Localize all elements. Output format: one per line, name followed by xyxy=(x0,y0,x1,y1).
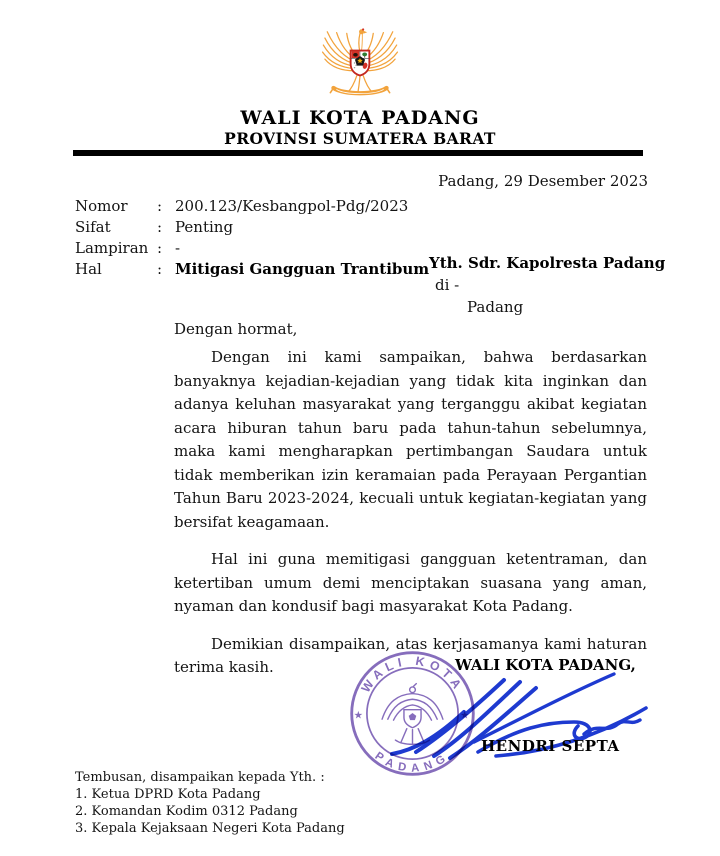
stamp-bottom-text: PADANG xyxy=(372,750,453,775)
star-icon: ★ xyxy=(353,709,363,722)
meta-separator: : xyxy=(157,260,163,278)
date-line: Padang, 29 Desember 2023 xyxy=(438,172,648,190)
cc-item: 3. Kepala Kejaksaan Negeri Kota Padang xyxy=(75,821,345,836)
recipient-city: Padang xyxy=(467,298,524,316)
body-paragraph: Dengan ini kami sampaikan, bahwa berdasarkan banyaknya kejadian-kejadian yang tidak kita inginkan dan adanya keluhan masyarakat yang terganggu akibat kegiatan acara hiburan tahun baru pada tahun-tahun sebelumnya, maka kami mengharapkan pertimbangan Saudara untuk tidak memberikan izin keramaian pada Perayaan Pergantian Tahun Baru 2023-2024, kecuali untuk kegiatan-kegiatan yang bersifat keagamaan. xyxy=(174,348,647,531)
meta-value-hal: Mitigasi Gangguan Trantibum xyxy=(175,260,430,278)
meta-label: Hal xyxy=(75,260,102,278)
body-paragraph: Demikian disampaikan, atas kerjasamanya kami haturan terima kasih. xyxy=(174,634,647,676)
cc-block xyxy=(75,769,345,837)
meta-value-sifat: Penting xyxy=(175,218,234,236)
letterhead-divider xyxy=(73,150,643,156)
cc-item: 1. Ketua DPRD Kota Padang xyxy=(75,787,261,802)
meta-label: Lampiran xyxy=(75,239,149,257)
star-icon: ★ xyxy=(460,709,470,722)
salutation: Dengan hormat, xyxy=(174,320,298,338)
signature-title: WALI KOTA PADANG, xyxy=(455,656,636,674)
letter-meta-block xyxy=(75,196,429,280)
meta-label: Nomor xyxy=(75,197,128,215)
letterhead-subtitle: PROVINSI SUMATERA BARAT xyxy=(224,129,496,148)
stamp-top-text: WALI KOTA xyxy=(358,653,467,696)
garuda-pancasila-emblem-icon xyxy=(321,22,399,104)
meta-value-lampiran: - xyxy=(175,239,181,257)
meta-label: Sifat xyxy=(75,218,111,236)
recipient-di: di - xyxy=(435,276,460,294)
recipient-name: Yth. Sdr. Kapolresta Padang xyxy=(429,254,666,272)
meta-value-nomor: 200.123/Kesbangpol-Pdg/2023 xyxy=(175,197,409,215)
letter-body xyxy=(174,346,647,694)
body-paragraph: Hal ini guna memitigasi gangguan ketentraman, dan ketertiban umum demi menciptakan suasana yang aman, nyaman dan kondusif bagi masyarakat Kota Padang. xyxy=(174,550,647,615)
cc-item: 2. Komandan Kodim 0312 Padang xyxy=(75,804,298,819)
meta-separator: : xyxy=(157,218,163,236)
signatory-name: HENDRI SEPTA xyxy=(481,737,620,755)
meta-separator: : xyxy=(157,239,163,257)
recipient-block xyxy=(429,252,665,318)
cc-heading: Tembusan, disampaikan kepada Yth. : xyxy=(75,770,325,785)
letterhead-title: WALI KOTA PADANG xyxy=(240,107,480,129)
meta-separator: : xyxy=(157,197,163,215)
